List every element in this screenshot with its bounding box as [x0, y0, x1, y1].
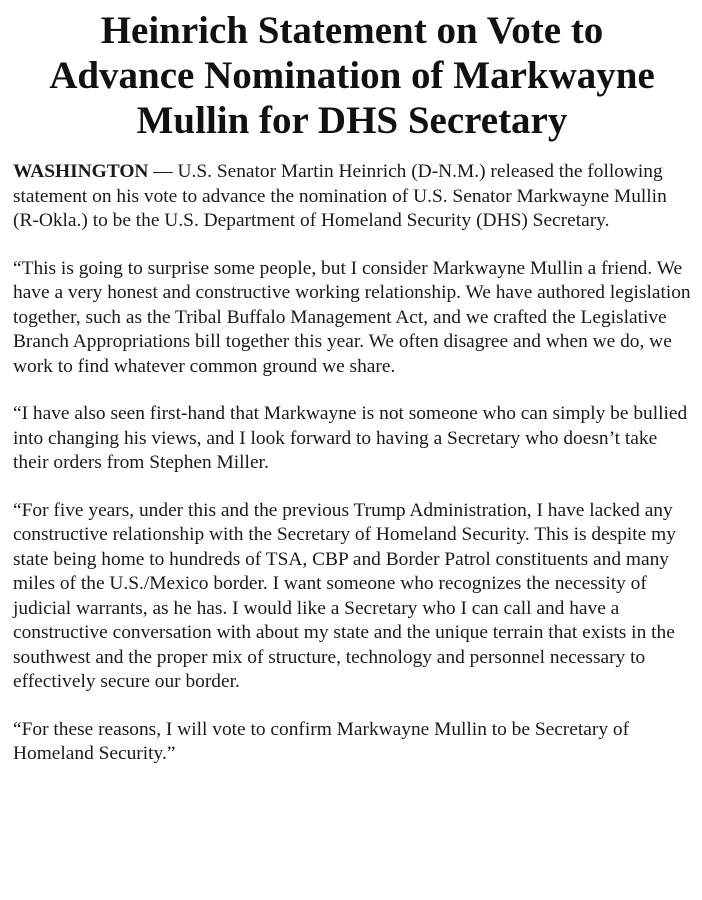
intro-text: — U.S. Senator Martin Heinrich (D-N.M.) released the following statement on his vote to advance the nomination of U.S. Senator Markwayne Mullin (R-Okla.) to be the U.S. Department of Homeland Security (DHS) Secretary.: [13, 161, 667, 231]
press-release-title: Heinrich Statement on Vote to Advance Nomination of Markwayne Mullin for DHS Secretary: [49, 9, 655, 142]
statement-paragraph-2: “I have also seen first-hand that Markwayne is not someone who can simply be bullied into changing his views, and I look forward to having a Secretary who doesn’t take their orders from Stephen Miller.: [13, 403, 688, 473]
statement-paragraph-3: “For five years, under this and the previous Trump Administration, I have lacked any constructive relationship with the Secretary of Homeland Security. This is despite my state being home to hundreds of TSA, CBP and Border Patrol constituents and many miles of the U.S./Mexico border. I want someone who recognizes the necessity of judicial warrants, as he has. I would like a Secretary who I can call and have a constructive conversation with about my state and the unique terrain that exists in the southwest and the proper mix of structure, technology and personnel necessary to effectively secure our border.: [13, 499, 676, 692]
statement-paragraph-4: “For these reasons, I will vote to confirm Markwayne Mullin to be Secretary of Homeland Security.”: [13, 718, 630, 764]
dateline: WASHINGTON: [13, 161, 149, 182]
statement-paragraph-1: “This is going to surprise some people, but I consider Markwayne Mullin a friend. We have a very honest and constructive working relationship. We have authored legislation together, such as the Tribal Buffalo Management Act, and we crafted the Legislative Branch Appropriations bill together this year. We often disagree and when we do, we work to find whatever common ground we share.: [13, 257, 691, 377]
intro-paragraph: [13, 160, 691, 234]
